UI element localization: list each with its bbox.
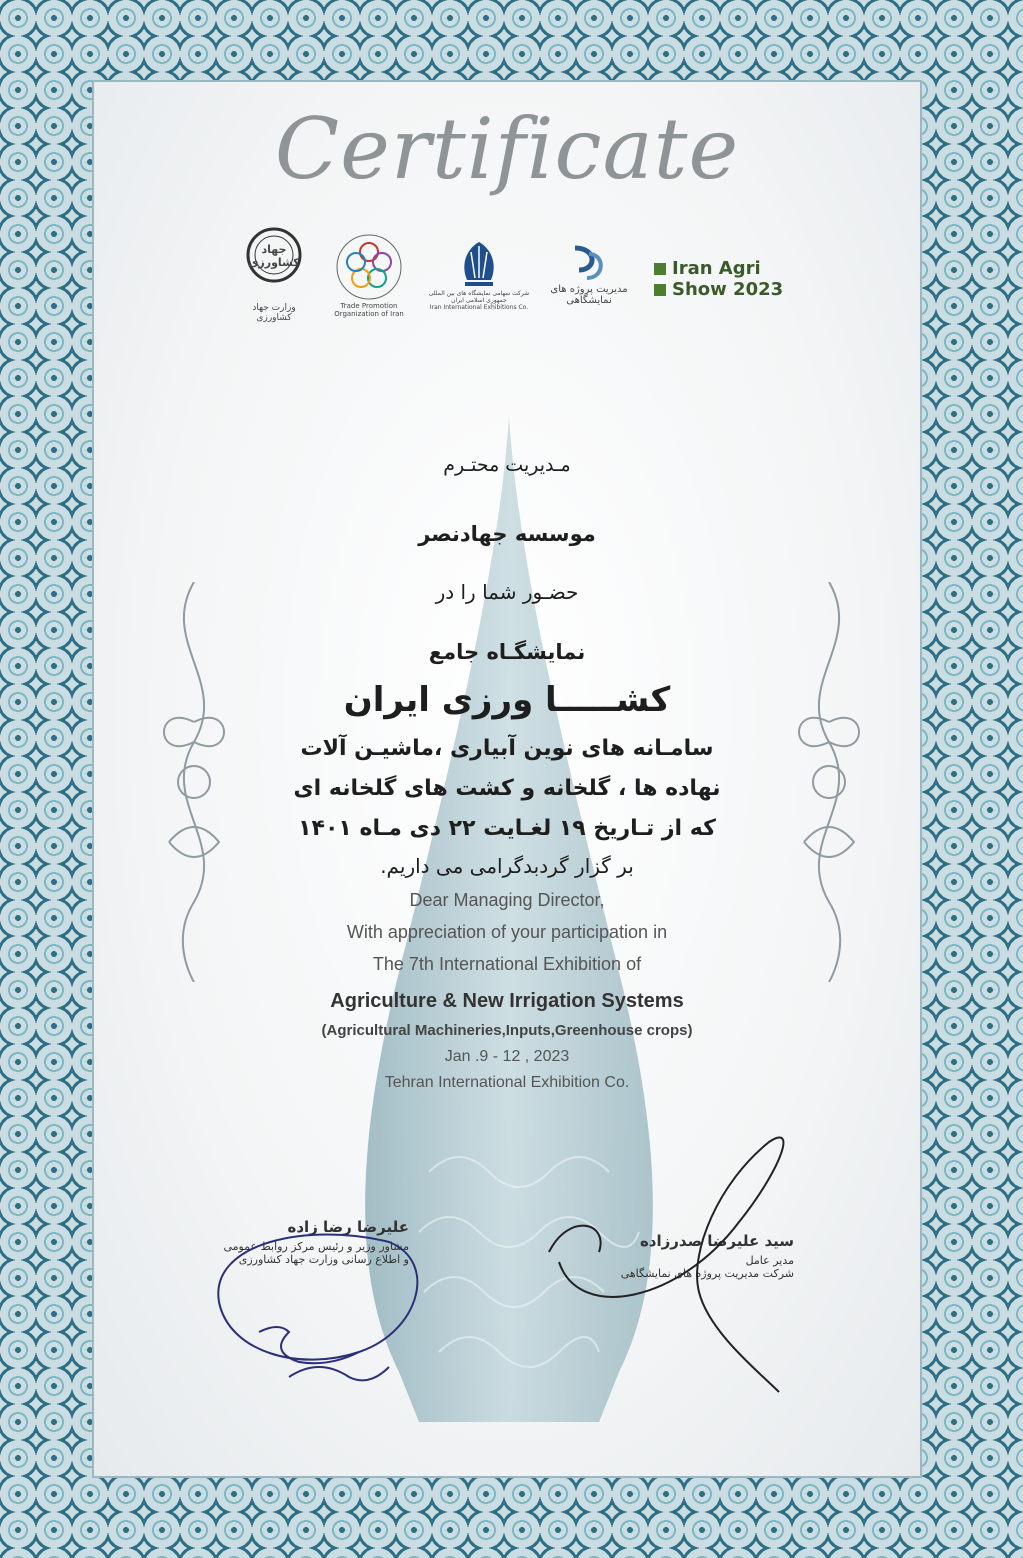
project-management-icon bbox=[567, 244, 611, 284]
right-signatory-name: سید علیرضا صدرزاده bbox=[639, 1232, 794, 1250]
en-line-1: Dear Managing Director, bbox=[409, 890, 605, 910]
logo-jahad bbox=[234, 220, 314, 330]
en-line-3: The 7th International Exhibition of bbox=[372, 954, 642, 974]
logo-iran-agri-show bbox=[654, 258, 783, 300]
right-signature-icon bbox=[539, 1102, 819, 1402]
project-management-text: مدیریت پروژه های نمایشگاهی bbox=[550, 284, 628, 306]
fa-line-4: نمایشگـاه جامع bbox=[428, 640, 586, 664]
certificate-title: Certificate bbox=[274, 100, 740, 198]
right-signatory-title2: شرکت مدیریت پروژه های نمایشگاهی bbox=[620, 1267, 794, 1280]
fa-line-7: نهاده ها ، گلخانه و کشت های گلخانه ای bbox=[293, 776, 721, 801]
fa-line-9: بر گزار گردبدگرامی می داریم. bbox=[380, 854, 634, 878]
fa-line-5: کشـــــا ورزی ایران bbox=[343, 680, 671, 720]
logo-project-management bbox=[539, 220, 639, 330]
agri-square-icon bbox=[654, 284, 666, 296]
left-signatory-title1: مشاور وزیر و رئیس مرکز روابط عمومی bbox=[223, 1240, 409, 1253]
fa-line-2: موسسه جهادنصر bbox=[418, 522, 596, 546]
en-line-2: With appreciation of your participation in bbox=[346, 922, 668, 942]
agri-square-icon bbox=[654, 263, 666, 275]
agri-line2: Show 2023 bbox=[672, 279, 784, 300]
trade-promotion-text: Trade Promotion Organization of Iran bbox=[334, 302, 404, 318]
certificate-body bbox=[92, 80, 922, 1478]
agri-line1: Iran Agri bbox=[672, 258, 761, 279]
left-signatory-title2: و اطلاع رسانی وزارت جهاد کشاورزی bbox=[238, 1253, 409, 1266]
exhibition-shell-icon bbox=[457, 240, 501, 290]
left-signatory-name: علیرضا رضا زاده bbox=[287, 1218, 409, 1236]
jahad-logo-text: جهاد کشاورزی bbox=[248, 243, 300, 269]
en-line-7: Tehran International Exhibition Co. bbox=[384, 1074, 630, 1091]
right-signatory-title1: مدیر عامل bbox=[745, 1254, 794, 1267]
exhibition-text-fa: شرکت سهامی نمایشگاه های بین المللی جمهوری اسلامی ایران bbox=[428, 289, 530, 304]
en-line-5: (Agricultural Machineries,Inputs,Greenhouse crops) bbox=[321, 1022, 693, 1039]
fa-line-3: حضـور شما را در bbox=[435, 580, 579, 604]
logo-tehran-exhibition bbox=[424, 220, 534, 330]
en-line-6: Jan .9 - 12 , 2023 bbox=[444, 1048, 570, 1065]
logo-trade-promotion bbox=[324, 220, 414, 330]
fa-line-1: مـدیریت محتـرم bbox=[443, 454, 571, 476]
exhibition-text-en: Iran International Exhibitions Co. bbox=[429, 303, 529, 311]
fa-line-8: که از تـاریخ ۱۹ لغـایت ۲۲ دی مـاه ۱۴۰۱ bbox=[298, 816, 716, 841]
en-line-4: Agriculture & New Irrigation Systems bbox=[330, 990, 684, 1012]
left-signature-icon bbox=[189, 1182, 449, 1402]
fa-line-6: سامـانه های نوین آبیاری ،ماشیـن آلات bbox=[300, 736, 714, 761]
jahad-logo-subtext: وزارت جهاد کشاورزی bbox=[252, 303, 296, 323]
trade-promotion-star-icon bbox=[334, 232, 404, 302]
